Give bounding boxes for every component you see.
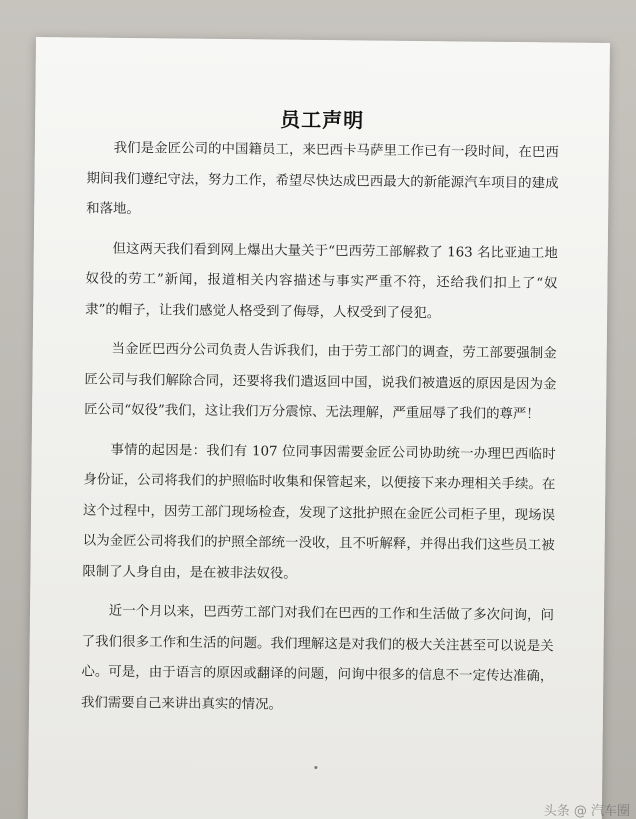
paragraph-5: 近一个月以来，巴西劳工部门对我们在巴西的工作和生活做了多次问询，问了我们很多工作和生活的问题。我们理解这是对我们的极大关注甚至可以说是关心。可是，由于语言的原因或翻译的问题，问询中很多的信息不一定传达准确，我们需要自己来讲出真实的情况。 (80, 603, 555, 713)
paragraph-1: 我们是金匠公司的中国籍员工，来巴西卡马萨里工作已有一段时间，在巴西期间我们遵纪守法，努力工作，希望尽快达成巴西最大的新能源汽车项目的建成和落地。 (86, 140, 559, 218)
paragraph-2: 但这两天我们看到网上爆出大量关于“巴西劳工部解救了 163 名比亚迪工地奴役的劳工”新闻，报道相关内容描述与事实严重不符，还给我们扣上了“奴隶”的帽子，让我们感觉人格受到了侮辱，人权受到了侵犯。 (85, 241, 558, 321)
paper-speck (314, 766, 317, 769)
document-page (28, 37, 610, 819)
paragraph-4: 事情的起因是：我们有 107 位同事因需要金匠公司协助统一办理巴西临时身份证，公司将我们的护照临时收集和保管起来，以便接下来办理相关手续。在这个过程中，因劳工部门现场检查，发现了这批护照在金匠公司柜子里，现场误以为金匠公司将我们的护照全部统一没收，且不听解释，并得出我们这些员工被限制了人身自由，是在被非法奴役。 (82, 442, 556, 582)
paragraph-3: 当金匠巴西分公司负责人告诉我们，由于劳工部门的调查，劳工部要强制金匠公司与我们解除合同，还要将我们遣返回中国，说我们被遣返的原因是因为金匠公司“奴役”我们，这让我们万分震惊、无法理解，严重屈辱了我们的尊严！ (84, 341, 557, 423)
watermark: 头条 @ 汽车圈 (543, 804, 630, 819)
document-title: 员工声明 (280, 107, 365, 133)
document-body (81, 134, 559, 733)
